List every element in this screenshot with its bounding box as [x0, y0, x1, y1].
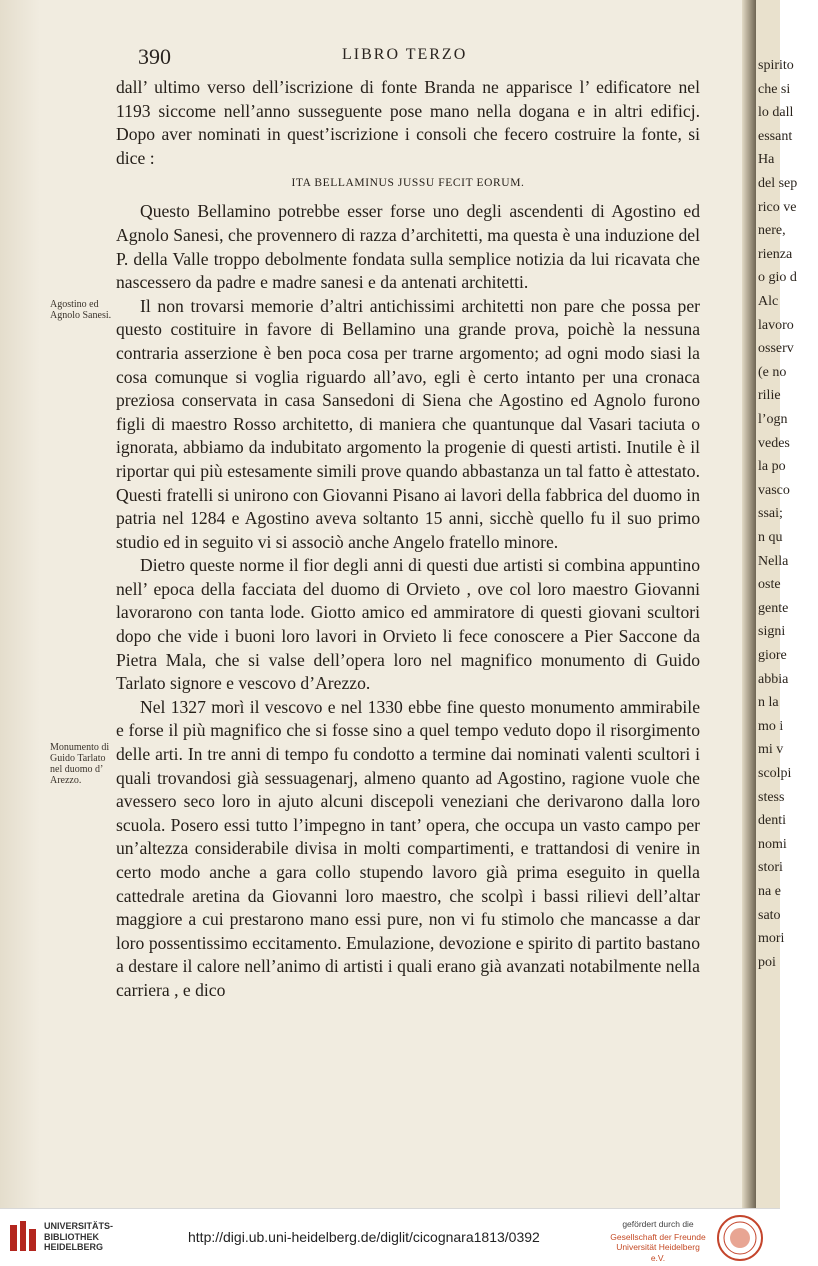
facing-page-fragment: vasco: [758, 482, 790, 498]
page-shadow: [0, 0, 40, 1208]
facing-page-fragment: la po: [758, 459, 786, 475]
facing-page-fragment: ssai;: [758, 506, 783, 522]
facing-page-fragment: rienza: [758, 246, 793, 262]
facing-page-fragment: essant: [758, 128, 793, 144]
facing-page-fragment: rico ve: [758, 199, 797, 215]
facing-page-fragment: denti: [758, 813, 786, 829]
university-seal-icon: [716, 1214, 764, 1262]
body-text: [116, 76, 700, 1003]
footer-bar: [0, 1208, 780, 1266]
facing-page-fragment: oste: [758, 577, 781, 593]
facing-page-fragment: stori: [758, 860, 783, 876]
facing-page-fragment: vedes: [758, 435, 790, 451]
facing-page-edge: [756, 0, 798, 1208]
funding-label: gefördert durch die: [622, 1219, 694, 1229]
library-name-line: BIBLIOTHEK: [44, 1231, 99, 1242]
facing-page-fragment: sato: [758, 907, 781, 923]
library-name-line: HEIDELBERG: [44, 1242, 104, 1252]
facing-page-fragment: nere,: [758, 223, 786, 239]
funding-credit: [610, 1219, 706, 1263]
facing-page-fragment: mi v: [758, 742, 784, 758]
margin-note-agostino: Agostino ed Agnolo Sanesi.: [50, 299, 112, 321]
paragraph: dall’ ultimo verso dell’iscrizione di fonte Branda ne apparisce l’ edificatore nel 1193 siccome nell’anno susseguente pose mano nella dogana e in altri edificj. Dopo aver nominati in quest’iscrizione i consoli che fecero costruire la fonte, si dice :: [116, 77, 700, 168]
facing-page-fragment: rilie: [758, 388, 781, 404]
facing-page-fragment: spirito: [758, 58, 794, 73]
header-title: LIBRO TERZO: [342, 46, 468, 63]
facing-page-fragment: Alc: [758, 294, 779, 309]
university-library-logo-icon: [8, 1219, 38, 1255]
facing-page-fragment: mo i: [758, 718, 784, 734]
paragraph: Dietro queste norme il fior degli anni di questi due artisti si combina appuntino nell’ epoca della facciata del duomo di Orvieto , ove col loro maestro Giovanni lavorarono con tanta lode. Giotto amico ed ammiratore di questi giovani scultori dopo che vide i buoni loro lavori in Orvieto li fece conoscere a Pier Saccone da Pietra Mala, che si valse dell’opera loro nel magnifico monumento di Guido Tarlato signore e vescovo d’Arezzo.: [116, 555, 700, 694]
paragraph: Il non trovarsi memorie d’altri antichissimi architetti non pare che possa per questo costituire in favore di Bellamino una grande prova, poichè la nessuna contraria asserzione è ben poca cosa per trarne argomento; ad ogni modo siasi la cosa comunque si voglia riguardo all’avo, egli è certo intanto per una cronaca preziosa conservata in casa Sansedoni di Siena che Agostino ed Agnolo furono figli di maestro Rosso architetto, di maniera che quantunque dal Vasari taciuta o ignorata, abbiamo da indubitato argomento la progenie di questi artisti. Inutile è il riportar qui più estesamente simili prove quando abbastanza un tal fatto è attestato. Questi fratelli si unirono con Giovanni Pisano ai lavori della fabbrica del duomo in patria nel 1284 e Agostino aveva soltanto 15 anni, sicchè quello fu il suo primo studio ed in seguito vi si associò anche Angelo fratello minore.: [116, 295, 700, 552]
inscription: ITA BELLAMINUS JUSSU FECIT EORUM.: [291, 177, 525, 190]
facing-page-fragment: Ha: [758, 152, 775, 168]
facing-page-fragment: na e: [758, 884, 781, 899]
facing-page-fragment: poi: [758, 954, 776, 970]
facing-page-fragment: lavoro: [758, 317, 794, 333]
funding-org-line: Gesellschaft der Freunde: [610, 1231, 706, 1242]
paragraph: Questo Bellamino potrebbe esser forse uno degli ascendenti di Agostino ed Agnolo Sanesi, che provennero di razza d’architetti, ma questa è una induzione del P. della Valle troppo debolmente fondata sulla semplice notizia da lui ricavata che nascessero da padre e madre sanesi e da antenati architetti.: [116, 201, 700, 293]
facing-page-fragment: mori: [758, 931, 785, 947]
library-name: [44, 1221, 113, 1253]
facing-page-fragment: signi: [758, 624, 786, 640]
facing-page-fragment: del sep: [758, 176, 798, 191]
facing-page-fragment: (e no: [758, 364, 787, 380]
source-url-link[interactable]: http://digi.ub.uni-heidelberg.de/diglit/cicognara1813/0392: [188, 1229, 540, 1245]
funding-org-line: Universität Heidelberg e.V.: [616, 1242, 700, 1263]
library-name-line: UNIVERSITÄTS-: [44, 1221, 114, 1231]
facing-page-fragment: gente: [758, 600, 789, 616]
facing-page-fragment: che si: [758, 81, 791, 97]
paragraph: Nel 1327 morì il vescovo e nel 1330 ebbe fine questo monumento ammirabile e forse il più magnifico che si fosse sino a quel tempo veduto dopo il risorgimento delle arti. In tre anni di tempo fu condotto a termine dai nominati valenti scultori i quali trovandosi già sessuagenarj, almeno quanto ad Agostino, ragione vuole che avessero seco loro in ajuto alcuni discepoli veneziani che derivarono dalla loro scuola. Posero essi tutto l’impegno in tant’ opera, che occupa un vasto campo per un’altezza considerabile divisa in molti compartimenti, e trattandosi di venire in certo modo anche a gara collo stupendo lavoro già prima eseguito in quella cattedrale aretina da Giovanni loro maestro, che scolpì i bassi rilievi dell’altar maggiore a cui prestarono mano essi pure, non vi fu stimolo che mancasse a dar loro possentissimo eccitamento. Emulazione, devozione e spirito di partito bastano a destare il calore nell’animo di artisti i quali erano già avanzati notabilmente nella carriera , e dico: [116, 696, 700, 1000]
facing-page-fragment: o gio d: [758, 270, 797, 286]
book-gutter: [742, 0, 756, 1208]
facing-page-fragment: lo dall: [758, 105, 794, 121]
facing-page-fragment: Nella: [758, 553, 789, 569]
facing-page-fragment: giore: [758, 648, 787, 663]
facing-page-fragment: stess: [758, 789, 785, 805]
facing-page-fragment: osserv: [758, 341, 794, 357]
margin-note-monumento: Monumento di Guido Tarlato nel duomo d’ Arezzo.: [50, 742, 110, 786]
facing-page-fragment: nomi: [758, 836, 787, 852]
facing-page-fragment: n qu: [758, 530, 783, 545]
facing-page-fragment: l’ogn: [758, 412, 788, 427]
facing-page-fragment: scolpi: [758, 766, 792, 781]
facing-page-fragment: n la: [758, 695, 779, 711]
facing-page-fragment: abbia: [758, 671, 789, 687]
running-head: [0, 44, 742, 69]
page-number: 390: [138, 44, 171, 69]
